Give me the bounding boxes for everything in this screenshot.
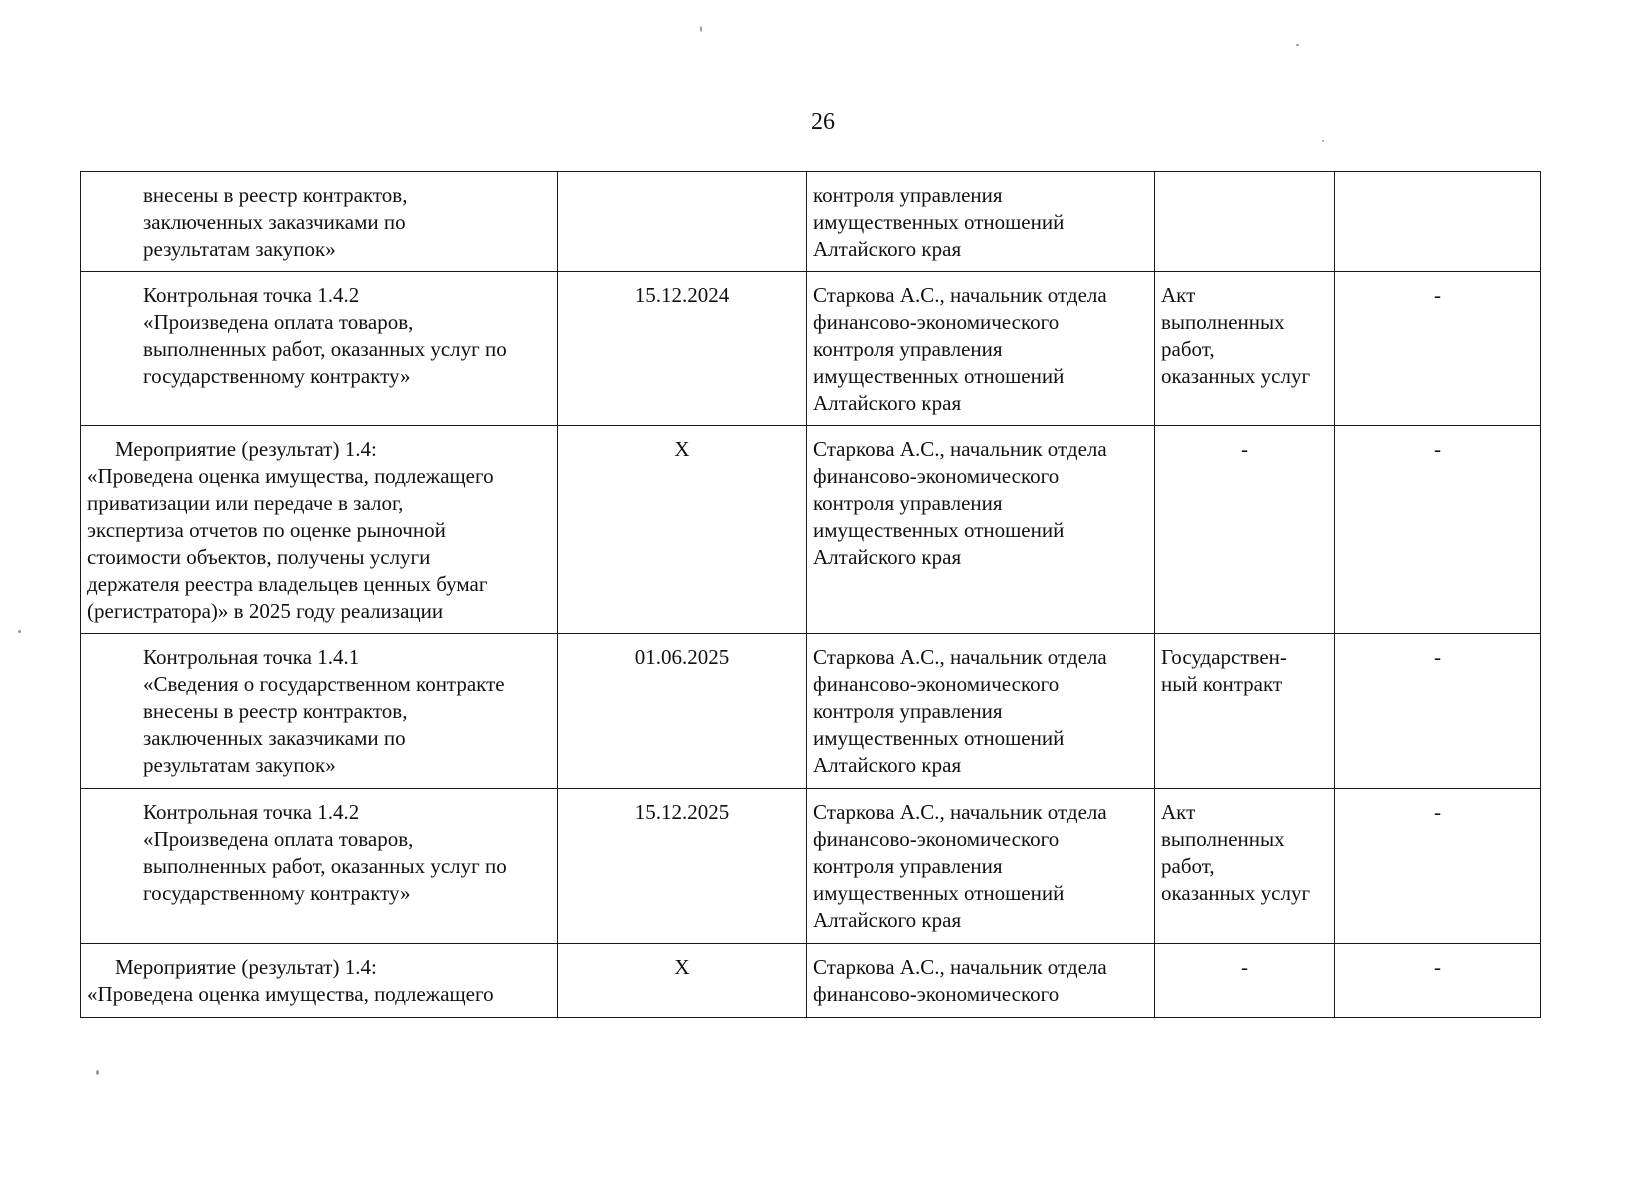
date-cell: 15.12.2025 xyxy=(558,789,807,944)
item-name-line: выполненных работ, оказанных услуг по xyxy=(143,337,507,361)
responsible-line: финансово-экономического xyxy=(813,672,1060,696)
scan-speck xyxy=(1322,140,1324,142)
item-name-line: внесены в реестр контрактов, xyxy=(143,699,408,723)
item-name-line: стоимости объектов, получены услуги xyxy=(87,545,431,569)
scan-speck xyxy=(96,1070,99,1075)
date-cell: X xyxy=(558,944,807,1018)
responsible-line: Старкова А.С., начальник отдела xyxy=(813,955,1107,979)
document-line: выполненных xyxy=(1161,827,1285,851)
responsible-line: имущественных отношений xyxy=(813,364,1065,388)
responsible-cell xyxy=(807,172,1155,272)
responsible-line: Алтайского края xyxy=(813,391,962,415)
table-row xyxy=(81,789,1541,944)
responsible-line: финансово-экономического xyxy=(813,827,1060,851)
item-name-cell xyxy=(81,634,558,789)
responsible-cell xyxy=(807,634,1155,789)
responsible-line: Старкова А.С., начальник отдела xyxy=(813,645,1107,669)
item-name-line: Мероприятие (результат) 1.4: xyxy=(115,955,377,979)
date-cell: 01.06.2025 xyxy=(558,634,807,789)
responsible-line: Алтайского края xyxy=(813,237,962,261)
document-line: работ, xyxy=(1161,337,1215,361)
item-name-cell xyxy=(81,272,558,426)
item-name-line: результатам закупок» xyxy=(143,237,336,261)
document-line: Государствен- xyxy=(1161,645,1287,669)
plan-table xyxy=(80,171,1541,1018)
item-name-line: заключенных заказчиками по xyxy=(143,210,406,234)
responsible-line: контроля управления xyxy=(813,491,1003,515)
table-row xyxy=(81,944,1541,1018)
item-name-line: приватизации или передаче в залог, xyxy=(87,491,404,515)
item-name-cell xyxy=(81,944,558,1018)
item-name-line: держателя реестра владельцев ценных бумаг xyxy=(87,572,488,596)
responsible-line: Старкова А.С., начальник отдела xyxy=(813,437,1107,461)
responsible-line: имущественных отношений xyxy=(813,210,1065,234)
item-name-line: Контрольная точка 1.4.2 xyxy=(143,283,360,307)
document-line: выполненных xyxy=(1161,310,1285,334)
extra-cell: - xyxy=(1335,634,1541,789)
responsible-cell xyxy=(807,789,1155,944)
responsible-line: контроля управления xyxy=(813,699,1003,723)
item-name-line: «Сведения о государственном контракте xyxy=(143,672,505,696)
item-name-cell xyxy=(81,426,558,634)
responsible-cell xyxy=(807,426,1155,634)
responsible-line: Старкова А.С., начальник отдела xyxy=(813,800,1107,824)
table-row xyxy=(81,272,1541,426)
responsible-line: Алтайского края xyxy=(813,545,962,569)
item-name-line: экспертиза отчетов по оценке рыночной xyxy=(87,518,446,542)
extra-cell: - xyxy=(1335,944,1541,1018)
document-cell xyxy=(1155,172,1335,272)
item-name-line: Контрольная точка 1.4.1 xyxy=(143,645,360,669)
table-row xyxy=(81,426,1541,634)
document-cell xyxy=(1155,272,1335,426)
page-number: 26 xyxy=(811,109,835,135)
document-cell: - xyxy=(1155,426,1335,634)
responsible-line: финансово-экономического xyxy=(813,982,1060,1006)
responsible-line: контроля управления xyxy=(813,183,1003,207)
responsible-cell xyxy=(807,944,1155,1018)
responsible-line: Старкова А.С., начальник отдела xyxy=(813,283,1107,307)
item-name-line: Мероприятие (результат) 1.4: xyxy=(115,437,377,461)
responsible-cell xyxy=(807,272,1155,426)
responsible-line: финансово-экономического xyxy=(813,310,1060,334)
date-cell: 15.12.2024 xyxy=(558,272,807,426)
responsible-line: финансово-экономического xyxy=(813,464,1060,488)
item-name-line: государственному контракту» xyxy=(143,364,411,388)
extra-cell: - xyxy=(1335,426,1541,634)
extra-cell: - xyxy=(1335,272,1541,426)
document-line: Акт xyxy=(1161,283,1196,307)
item-name-line: (регистратора)» в 2025 году реализации xyxy=(87,599,444,623)
item-name-cell xyxy=(81,172,558,272)
item-name-cell xyxy=(81,789,558,944)
extra-cell: - xyxy=(1335,789,1541,944)
document-cell: - xyxy=(1155,944,1335,1018)
responsible-line: имущественных отношений xyxy=(813,518,1065,542)
responsible-line: Алтайского края xyxy=(813,753,962,777)
item-name-line: государственному контракту» xyxy=(143,881,411,905)
responsible-line: имущественных отношений xyxy=(813,726,1065,750)
responsible-line: Алтайского края xyxy=(813,908,962,932)
item-name-line: «Проведена оценка имущества, подлежащего xyxy=(87,982,494,1006)
scan-speck xyxy=(1296,44,1299,46)
item-name-line: «Проведена оценка имущества, подлежащего xyxy=(87,464,494,488)
table-row xyxy=(81,634,1541,789)
responsible-line: контроля управления xyxy=(813,854,1003,878)
date-cell: X xyxy=(558,426,807,634)
responsible-line: имущественных отношений xyxy=(813,881,1065,905)
extra-cell xyxy=(1335,172,1541,272)
scan-speck xyxy=(700,26,702,32)
item-name-line: заключенных заказчиками по xyxy=(143,726,406,750)
item-name-line: выполненных работ, оказанных услуг по xyxy=(143,854,507,878)
document-cell xyxy=(1155,789,1335,944)
responsible-line: контроля управления xyxy=(813,337,1003,361)
item-name-line: «Произведена оплата товаров, xyxy=(143,310,414,334)
item-name-line: внесены в реестр контрактов, xyxy=(143,183,408,207)
scan-speck xyxy=(18,630,21,633)
document-cell xyxy=(1155,634,1335,789)
document-line: работ, xyxy=(1161,854,1215,878)
item-name-line: результатам закупок» xyxy=(143,753,336,777)
date-cell xyxy=(558,172,807,272)
document-line: ный контракт xyxy=(1161,672,1283,696)
item-name-line: Контрольная точка 1.4.2 xyxy=(143,800,360,824)
document-line: оказанных услуг xyxy=(1161,881,1311,905)
document-line: Акт xyxy=(1161,800,1196,824)
table-row xyxy=(81,172,1541,272)
document-line: оказанных услуг xyxy=(1161,364,1311,388)
item-name-line: «Произведена оплата товаров, xyxy=(143,827,414,851)
